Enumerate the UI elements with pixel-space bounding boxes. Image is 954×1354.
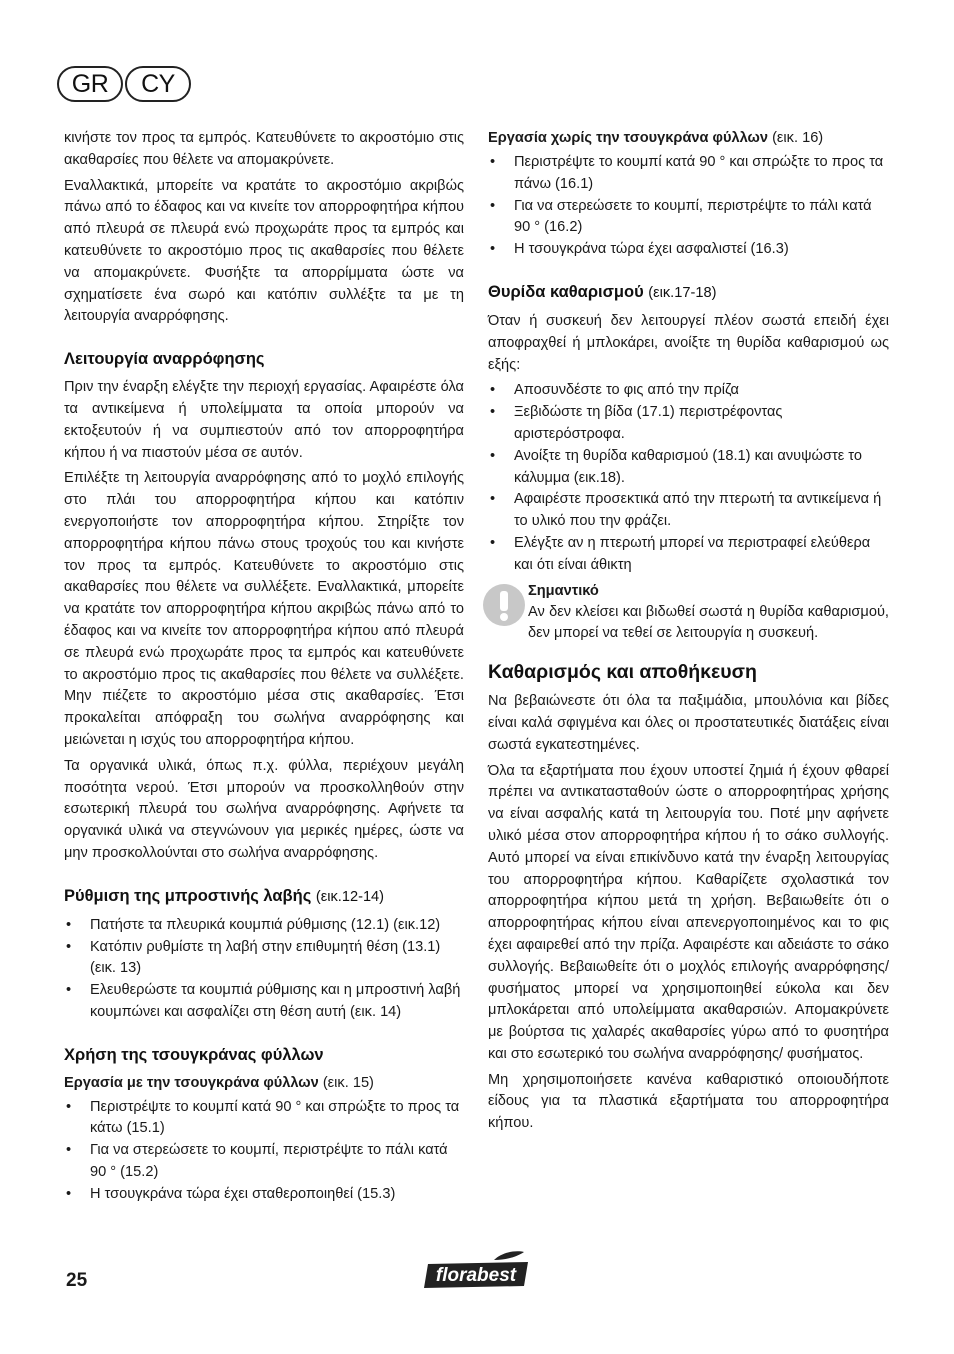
language-badge-gr: GR <box>57 66 123 102</box>
paragraph: κινήστε τον προς τα εμπρός. Κατευθύνετε το ακροστόμιο στις ακαθαρσίες που θέλετε να απομακρύνετε. <box>64 130 464 168</box>
list-item: • Περιστρέψτε το κουμπί κατά 90 ° και σπρώξτε το προς τα κάτω (15.1) <box>66 1098 460 1137</box>
figure-ref: (εικ. 16) <box>772 130 824 146</box>
list-item: • Για να στερεώσετε το κουμπί, περιστρέψτε το πάλι κατά 90 ° (16.2) <box>490 197 872 236</box>
without-rake-list <box>488 152 889 261</box>
florabest-logo <box>424 1250 532 1290</box>
paragraph: Να βεβαιώνεστε ότι όλα τα παξιμάδια, μπουλόνια και βίδες είναι καλά σφιγμένα και όλες οι προστατευτικές διατάξεις είναι σωστά εγκατεστημένες. <box>488 693 889 753</box>
list-item: • Η τσουγκράνα τώρα έχει σταθεροποιηθεί (15.3) <box>66 1185 396 1202</box>
language-badges <box>57 66 191 102</box>
warning-exclamation-icon <box>482 583 526 627</box>
heading-cleaning-flap <box>488 281 889 304</box>
list-item: • Ανοίξτε τη θυρίδα καθαρισμού (18.1) και ανυψώστε το κάλυμμα (εικ.18). <box>490 447 862 486</box>
heading-rake: Χρήση της τσουγκράνας φύλλων <box>64 1045 324 1064</box>
heading-front-handle <box>64 885 464 908</box>
language-badge-cy: CY <box>125 66 191 102</box>
paragraph: Πριν την έναρξη ελέγξτε την περιοχή εργασίας. Αφαιρέστε όλα τα αντικείμενα ή υπολείμματα τα οποία μπορούν να εκτοξευτούν ή να συμπιεστούν από τον απορροφητήρα κήπου ή να πιαστούν μέσα σε αυτόν. <box>64 379 464 461</box>
list-item: • Αφαιρέστε προσεκτικά από την πτερωτή τα αντικείμενα ή το υλικό που την φράζει. <box>490 491 882 530</box>
note-title: Σημαντικό <box>528 582 599 599</box>
right-column <box>488 128 889 1139</box>
list-item: • Για να στερεώσετε το κουμπί, περιστρέψτε το πάλι κατά 90 ° (15.2) <box>66 1142 448 1181</box>
left-column <box>64 128 464 1210</box>
handle-list <box>64 915 464 1024</box>
paragraph: Όλα τα εξαρτήματα που έχουν υποστεί ζημιά ή έχουν φθαρεί πρέπει να αντικατασταθούν ώστε ο απορροφητήρας χρήσης να είναι ασφαλής κατά τη λειτουργία του. Ποτέ μην αφήνετε υλικό μέσα στον απορροφητήρα κήπου ή το σάκο συλλογής. Αυτό μπορεί να είναι επικίνδυνο κατά την έναρξη λειτουργίας του απορροφητήρα κήπου. Καθαρίζετε σχολαστικά τον απορροφητήρα κήπου μετά τη χρήση. Βεβαιωθείτε ότι ο απορροφητήρας κήπου είναι απενεργοποιημένος και το φις έχει αφαιρεθεί από την πρίζα. Αφαιρέστε και αδειάστε το σάκο συλλογής. Βεβαιωθείτε ότι ο μοχλός επιλογής αναρρόφησης/ φυσήματος μπορεί να χρησιμοποιηθεί εύκολα και δεν μπλοκάρεται από υπολείμματα ακαθαρσιών. Απομακρύνετε με βούρτσα τις χαλαρές ακαθαρσίες γύρω από το φυσητήρα και στο εσωτερικό του σωλήνα αναρρόφησης/ φυσήματος. <box>488 762 889 1062</box>
subheading-without-rake <box>488 128 889 149</box>
figure-ref: (εικ.17-18) <box>648 284 717 301</box>
page-number: 25 <box>66 1270 88 1291</box>
heading-suction: Λειτουργία αναρρόφησης <box>64 350 265 369</box>
paragraph: Τα οργανικά υλικά, όπως π.χ. φύλλα, περιέχουν μεγάλη ποσότητα νερού. Έτσι μπορούν να προσκολληθούν στην εσωτερική πλευρά του σωλήνα αναρρόφησης. Αφήνετε τα οργανικά υλικά να στεγνώνουν για μερικές ημέρες, ώστε να μην προσκολλούνται στο σωλήνα αναρρόφησης. <box>64 757 464 861</box>
subheading-with-rake <box>64 1073 464 1094</box>
list-item: • Η τσουγκράνα τώρα έχει ασφαλιστεί (16.3) <box>490 241 789 258</box>
heading-text: Ρύθμιση της μπροστινής λαβής <box>64 886 312 905</box>
logo-text: florabest <box>435 1265 517 1286</box>
list-item: • Αποσυνδέστε το φις από την πρίζα <box>490 382 739 399</box>
subheading-text: Εργασία χωρίς την τσουγκράνα φύλλων <box>488 130 768 146</box>
list-item: • Ξεβιδώστε τη βίδα (17.1) περιστρέφοντας αριστερόστροφα. <box>490 404 783 442</box>
heading-cleaning-storage: Καθαρισμός και αποθήκευση <box>488 661 757 684</box>
note-text: Αν δεν κλείσει και βιδωθεί σωστά η θυρίδα καθαρισμού, δεν μπορεί να τεθεί σε λειτουργία η συσκευή. <box>528 603 889 642</box>
heading-text: Θυρίδα καθαρισμού <box>488 282 644 301</box>
figure-ref: (εικ. 15) <box>322 1074 374 1091</box>
flap-list <box>488 380 889 576</box>
with-rake-list <box>64 1097 464 1206</box>
paragraph: Μη χρησιμοποιήσετε κανένα καθαριστικό οποιουδήποτε είδους για τα πλαστικά εξαρτήματα του απορροφητήρα κήπου. <box>488 1071 889 1132</box>
paragraph: Όταν ή συσκευή δεν λειτουργεί πλέον σωστά επειδή έχει αποφραχθεί ή μπλοκάρει, ανοίξτε τη θυρίδα καθαρισμού ως εξής: <box>488 312 889 373</box>
list-item: • Κατόπιν ρυθμίστε τη λαβή στην επιθυμητή θέση (13.1) (εικ. 13) <box>66 938 441 977</box>
figure-ref: (εικ.12-14) <box>315 888 385 905</box>
important-note <box>488 581 889 646</box>
paragraph: Επιλέξτε τη λειτουργία αναρρόφησης από το μοχλό επιλογής στο πλάι του απορροφητήρα κήπου και κατόπιν ενεργοποιήστε τον απορροφητήρα κήπου. Στηρίξτε τον απορροφητήρα κήπου πάνω στους τροχούς του και κινήστε τον προς τα εμπρός. Κατευθύνετε το ακροστόμιο στις ακαθαρσίες που θέλετε να συλλέξετε. Εναλλακτικά, μπορείτε να κρατάτε τον απορροφητήρα κήπου ακριβώς πάνω από το έδαφος και να κινείτε τον απορροφητήρα κήπου από πλευρά σε πλευρά ενώ προχωράτε προς τα εμπρός και κατευθύνετε το ακροστόμιο προς τις ακαθαρσίες που θέλετε να συλλέξετε. Μην πιέζετε το ακροστόμιο μέσα στις ακαθαρσίες. Έτσι προκαλείται απόφραξη του σωλήνα αναρρόφησης και μειώνεται η ισχύς του απορροφητήρα κήπου. <box>64 470 464 748</box>
list-item: • Ελευθερώστε τα κουμπιά ρύθμισης και η μπροστινή λαβή κουμπώνει και ασφαλίζει στη θέση αυτή (εικ. 14) <box>66 982 461 1020</box>
list-item: • Περιστρέψτε το κουμπί κατά 90 ° και σπρώξτε το προς τα πάνω (16.1) <box>490 154 884 192</box>
list-item: • Πατήστε τα πλευρικά κουμπιά ρύθμισης (12.1) (εικ.12) <box>66 916 441 933</box>
subheading-text: Εργασία με την τσουγκράνα φύλλων <box>64 1074 319 1091</box>
list-item: • Ελέγξτε αν η πτερωτή μπορεί να περιστραφεί ελεύθερα και ότι είναι άθικτη <box>490 534 871 573</box>
paragraph: Εναλλακτικά, μπορείτε να κρατάτε το ακροστόμιο ακριβώς πάνω από το έδαφος και να κινείτε τον απορροφητήρα κήπου από πλευρά σε πλευρά ενώ προχωράτε προς τα εμπρός και κατευθύνετε το ακροστόμιο προς τις ακαθαρσίες που θέλετε να απομακρύνετε. Φυσήξτε τα απορρίμματα ώστε να σχηματίσετε ένα σωρό και κατόπιν συλλέξτε τα με τη λειτουργία αναρρόφησης. <box>64 177 464 325</box>
